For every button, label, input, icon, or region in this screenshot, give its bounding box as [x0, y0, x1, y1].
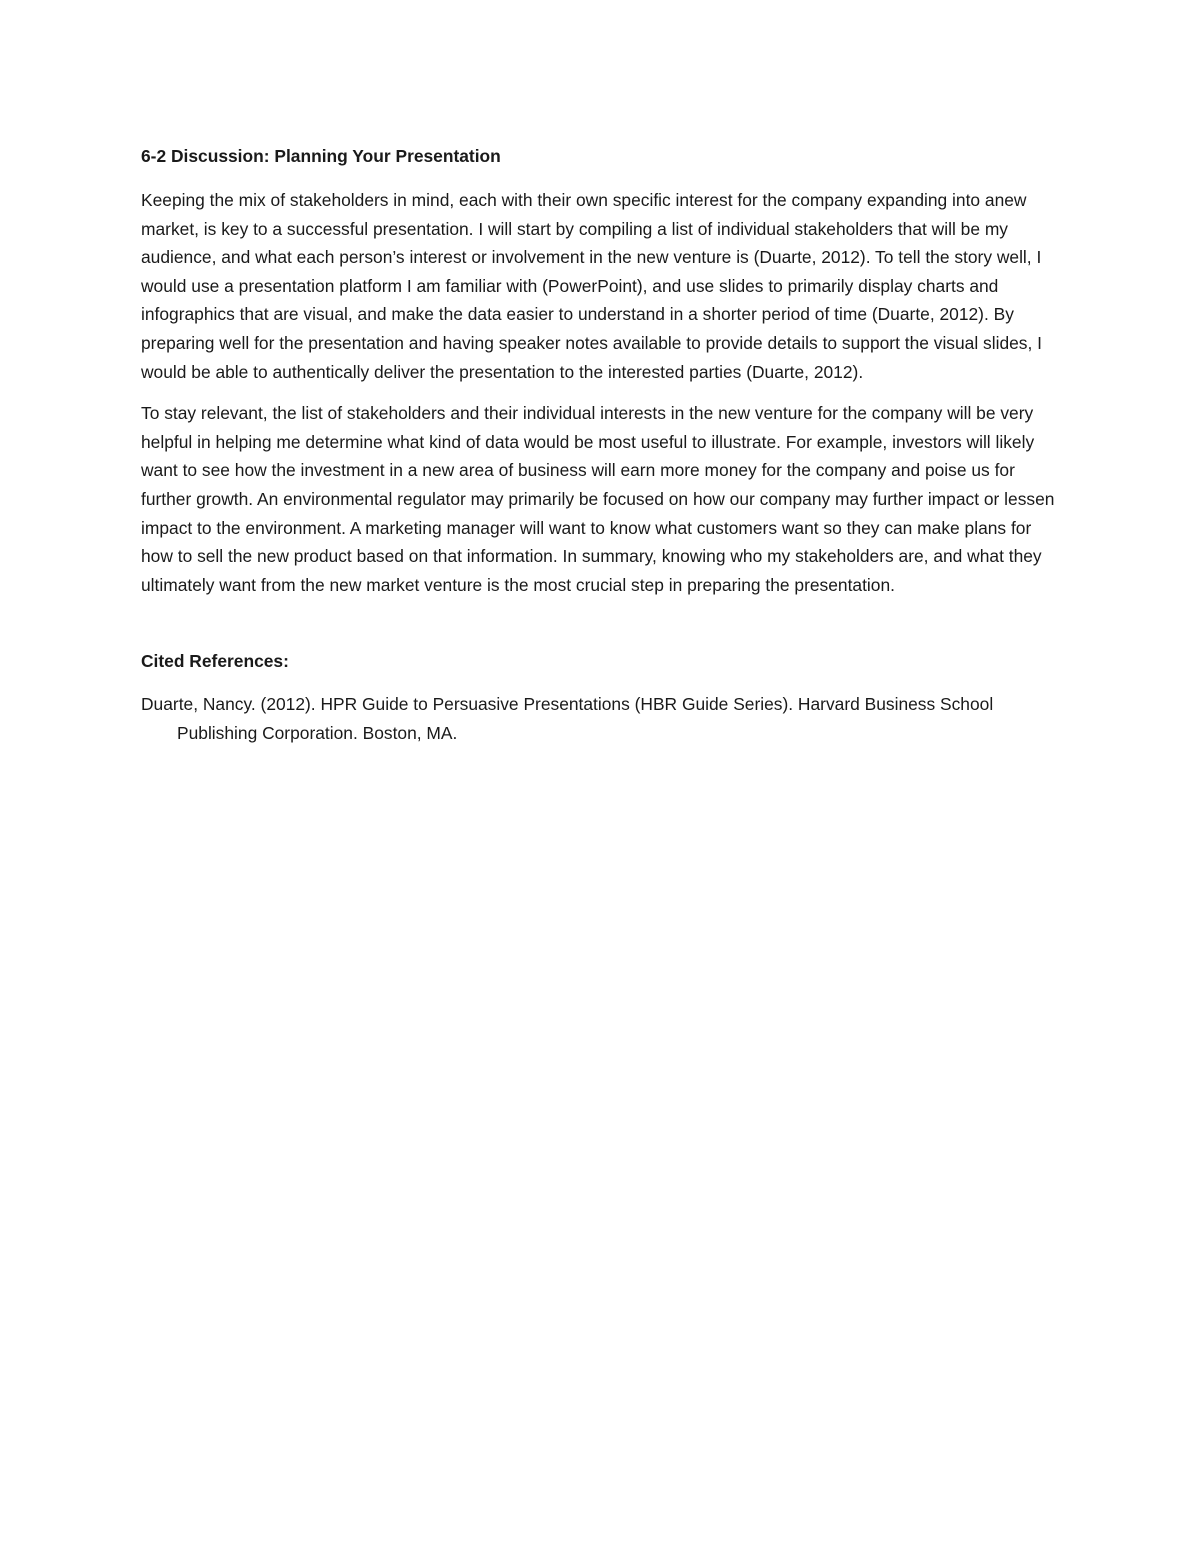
body-paragraph-2: To stay relevant, the list of stakeholders and their individual interests in the new venture for the company will be very helpful in helping me determine what kind of data would be most useful to illustrate. For example, investors will likely want to see how the investment in a new area of business will earn more money for the company and poise us for further growth. An environmental regulator may primarily be focused on how our company may further impact or lessen impact to the environment. A marketing manager will want to know what customers want so they can make plans for how to sell the new product based on that information. In summary, knowing who my stakeholders are, and what they ultimately want from the new market venture is the most crucial step in preparing the presentation. [141, 403, 1055, 595]
reference-entry: Duarte, Nancy. (2012). HPR Guide to Persuasive Presentations (HBR Guide Series). Harvard Business School Publishing Corporation. Boston, MA. [141, 693, 994, 743]
document-title: 6-2 Discussion: Planning Your Presentation [141, 146, 501, 166]
body-paragraph-1: Keeping the mix of stakeholders in mind, each with their own specific interest for the company expanding into anew market, is key to a successful presentation. I will start by compiling a list of individual stakeholders that will be my audience, and what each person’s interest or involvement in the new venture is (Duarte, 2012). To tell the story well, I would use a presentation platform I am familiar with (PowerPoint), and use slides to primarily display charts and infographics that are visual, and make the data easier to understand in a shorter period of time (Duarte, 2012). By preparing well for the presentation and having speaker notes available to provide details to support the visual slides, I would be able to authentically deliver the presentation to the interested parties (Duarte, 2012). [141, 190, 1042, 382]
references-heading: Cited References: [141, 651, 289, 672]
document-body [141, 142, 1061, 747]
